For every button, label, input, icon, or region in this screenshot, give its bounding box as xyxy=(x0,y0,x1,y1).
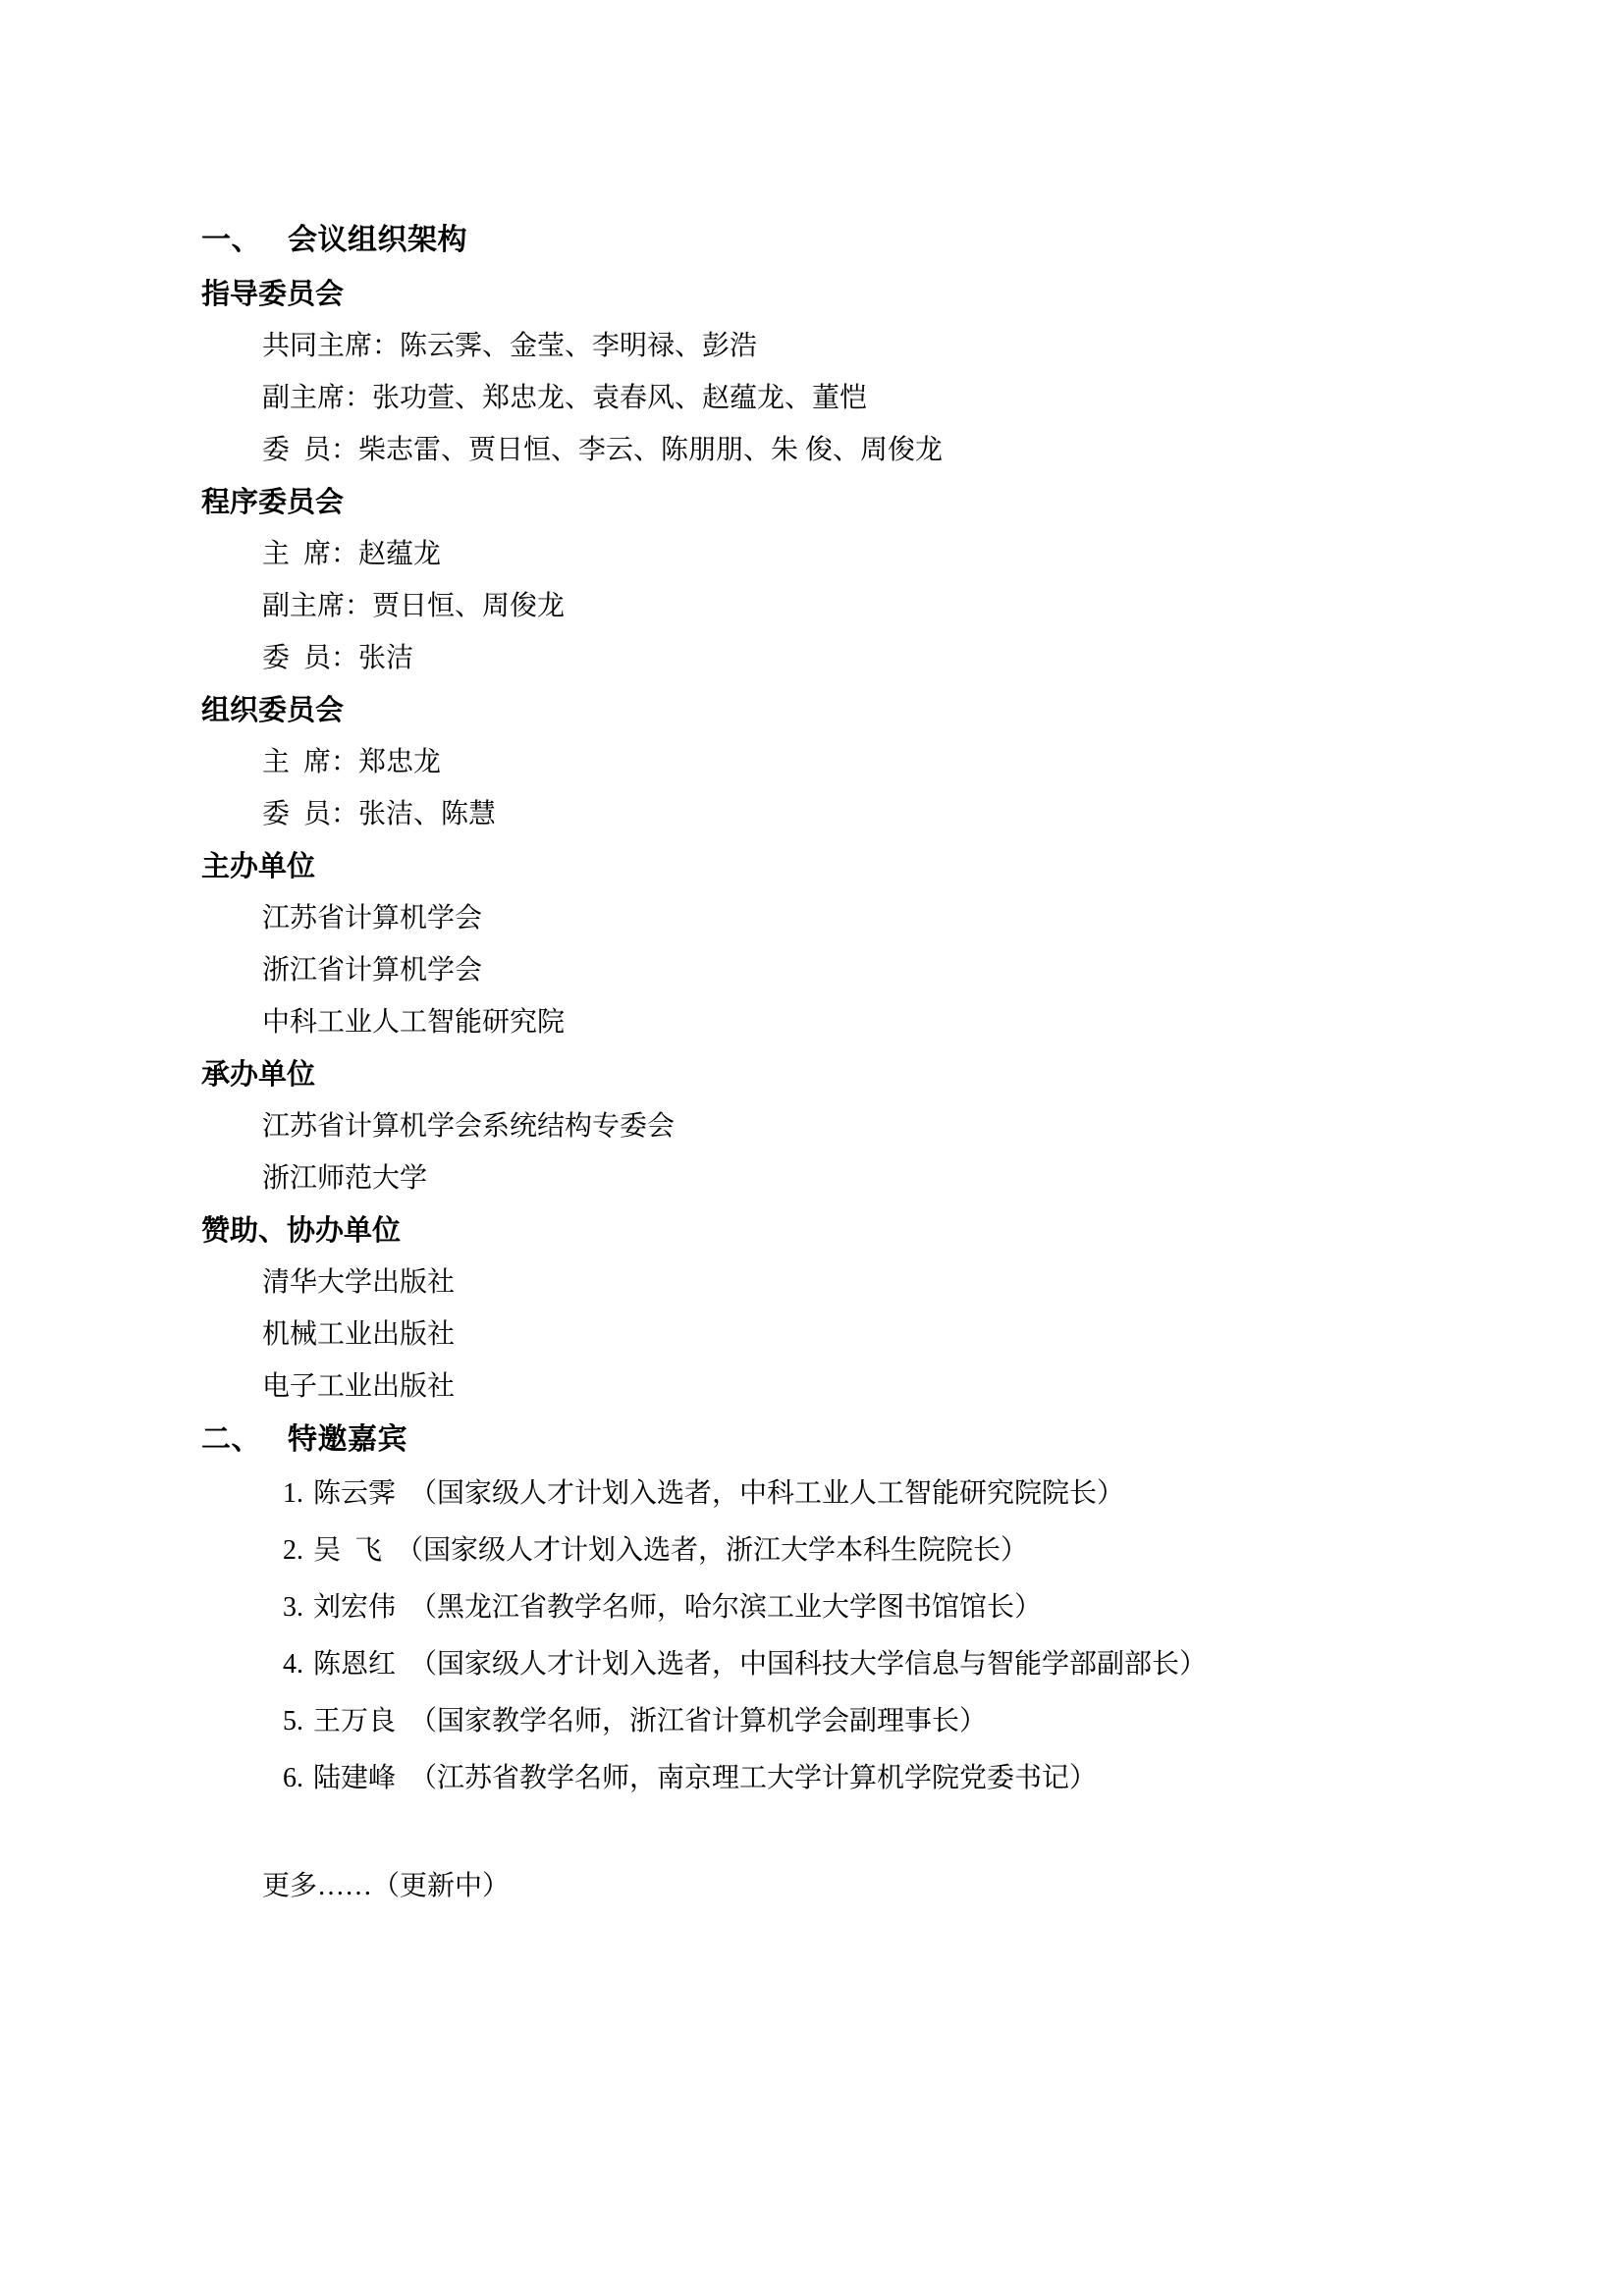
list-item: 浙江省计算机学会 xyxy=(262,955,483,986)
guest-index: 2. xyxy=(283,1535,303,1566)
list-item: 委 员：张洁 xyxy=(262,643,414,673)
guest-index: 3. xyxy=(283,1592,303,1623)
guest-name: 陈云霁 xyxy=(313,1478,397,1509)
document-body xyxy=(201,226,1429,1900)
list-item: 主 席：郑忠龙 xyxy=(262,747,442,777)
group-heading-steering-committee: 指导委员会 xyxy=(201,279,345,310)
list-item: 委 员：柴志雷、贾日恒、李云、陈朋朋、朱 俊、周俊龙 xyxy=(262,435,944,465)
guest-index: 6. xyxy=(283,1763,303,1793)
section-number-2: 二、 xyxy=(201,1423,261,1456)
list-item xyxy=(201,1537,1429,1565)
list-item: 江苏省计算机学会系统结构专委会 xyxy=(262,1111,676,1142)
group-heading-program-committee: 程序委员会 xyxy=(201,487,345,518)
section-number-1: 一、 xyxy=(201,224,261,256)
guest-detail: （国家级人才计划入选者，中科工业人工智能研究院院长） xyxy=(423,1478,1125,1509)
section-heading-1 xyxy=(201,226,1429,255)
guest-index: 5. xyxy=(283,1706,303,1736)
list-item xyxy=(201,1480,1429,1508)
list-item: 委 员：张洁、陈慧 xyxy=(262,799,497,829)
list-item: 清华大学出版社 xyxy=(262,1267,456,1298)
guest-name: 王万良 xyxy=(313,1706,397,1736)
list-item xyxy=(201,1651,1429,1679)
guest-name: 陈恩红 xyxy=(313,1649,397,1680)
guest-name: 刘宏伟 xyxy=(313,1592,397,1623)
group-heading-sponsors: 赞助、协办单位 xyxy=(201,1215,402,1247)
guest-name: 吴 飞 xyxy=(313,1535,383,1566)
section-heading-2 xyxy=(201,1425,1429,1455)
list-item: 副主席：张功萱、郑忠龙、袁春风、赵蕴龙、董恺 xyxy=(262,383,868,413)
list-item: 江苏省计算机学会 xyxy=(262,903,483,934)
list-item: 副主席：贾日恒、周俊龙 xyxy=(262,591,566,621)
more-note: 更多……（更新中） xyxy=(262,1871,511,1901)
group-heading-hosts: 主办单位 xyxy=(201,851,316,882)
list-item: 主 席：赵蕴龙 xyxy=(262,539,442,569)
spacer xyxy=(201,1822,1429,1873)
list-item: 电子工业出版社 xyxy=(262,1371,456,1402)
list-item xyxy=(201,1594,1429,1622)
guest-detail: （江苏省教学名师，南京理工大学计算机学院党委书记） xyxy=(423,1763,1098,1793)
guest-detail: （国家级人才计划入选者，浙江大学本科生院院长） xyxy=(409,1535,1029,1566)
guest-detail: （国家教学名师，浙江省计算机学会副理事长） xyxy=(423,1706,988,1736)
list-item xyxy=(201,1765,1429,1792)
list-item: 浙江师范大学 xyxy=(262,1163,428,1194)
list-item: 中科工业人工智能研究院 xyxy=(262,1007,566,1038)
guest-detail: （国家级人才计划入选者，中国科技大学信息与智能学部副部长） xyxy=(423,1649,1208,1680)
group-heading-organizing-committee: 组织委员会 xyxy=(201,695,345,726)
section-title-1: 会议组织架构 xyxy=(288,224,467,256)
guest-index: 4. xyxy=(283,1649,303,1680)
guest-name: 陆建峰 xyxy=(313,1763,397,1793)
list-item: 共同主席：陈云霁、金莹、李明禄、彭浩 xyxy=(262,331,758,361)
list-item xyxy=(201,1708,1429,1735)
group-heading-organizers: 承办单位 xyxy=(201,1059,316,1091)
guest-index: 1. xyxy=(283,1478,303,1509)
section-title-2: 特邀嘉宾 xyxy=(288,1423,407,1456)
list-item: 机械工业出版社 xyxy=(262,1319,456,1350)
guest-list xyxy=(201,1480,1429,1792)
guest-detail: （黑龙江省教学名师，哈尔滨工业大学图书馆馆长） xyxy=(423,1592,1043,1623)
